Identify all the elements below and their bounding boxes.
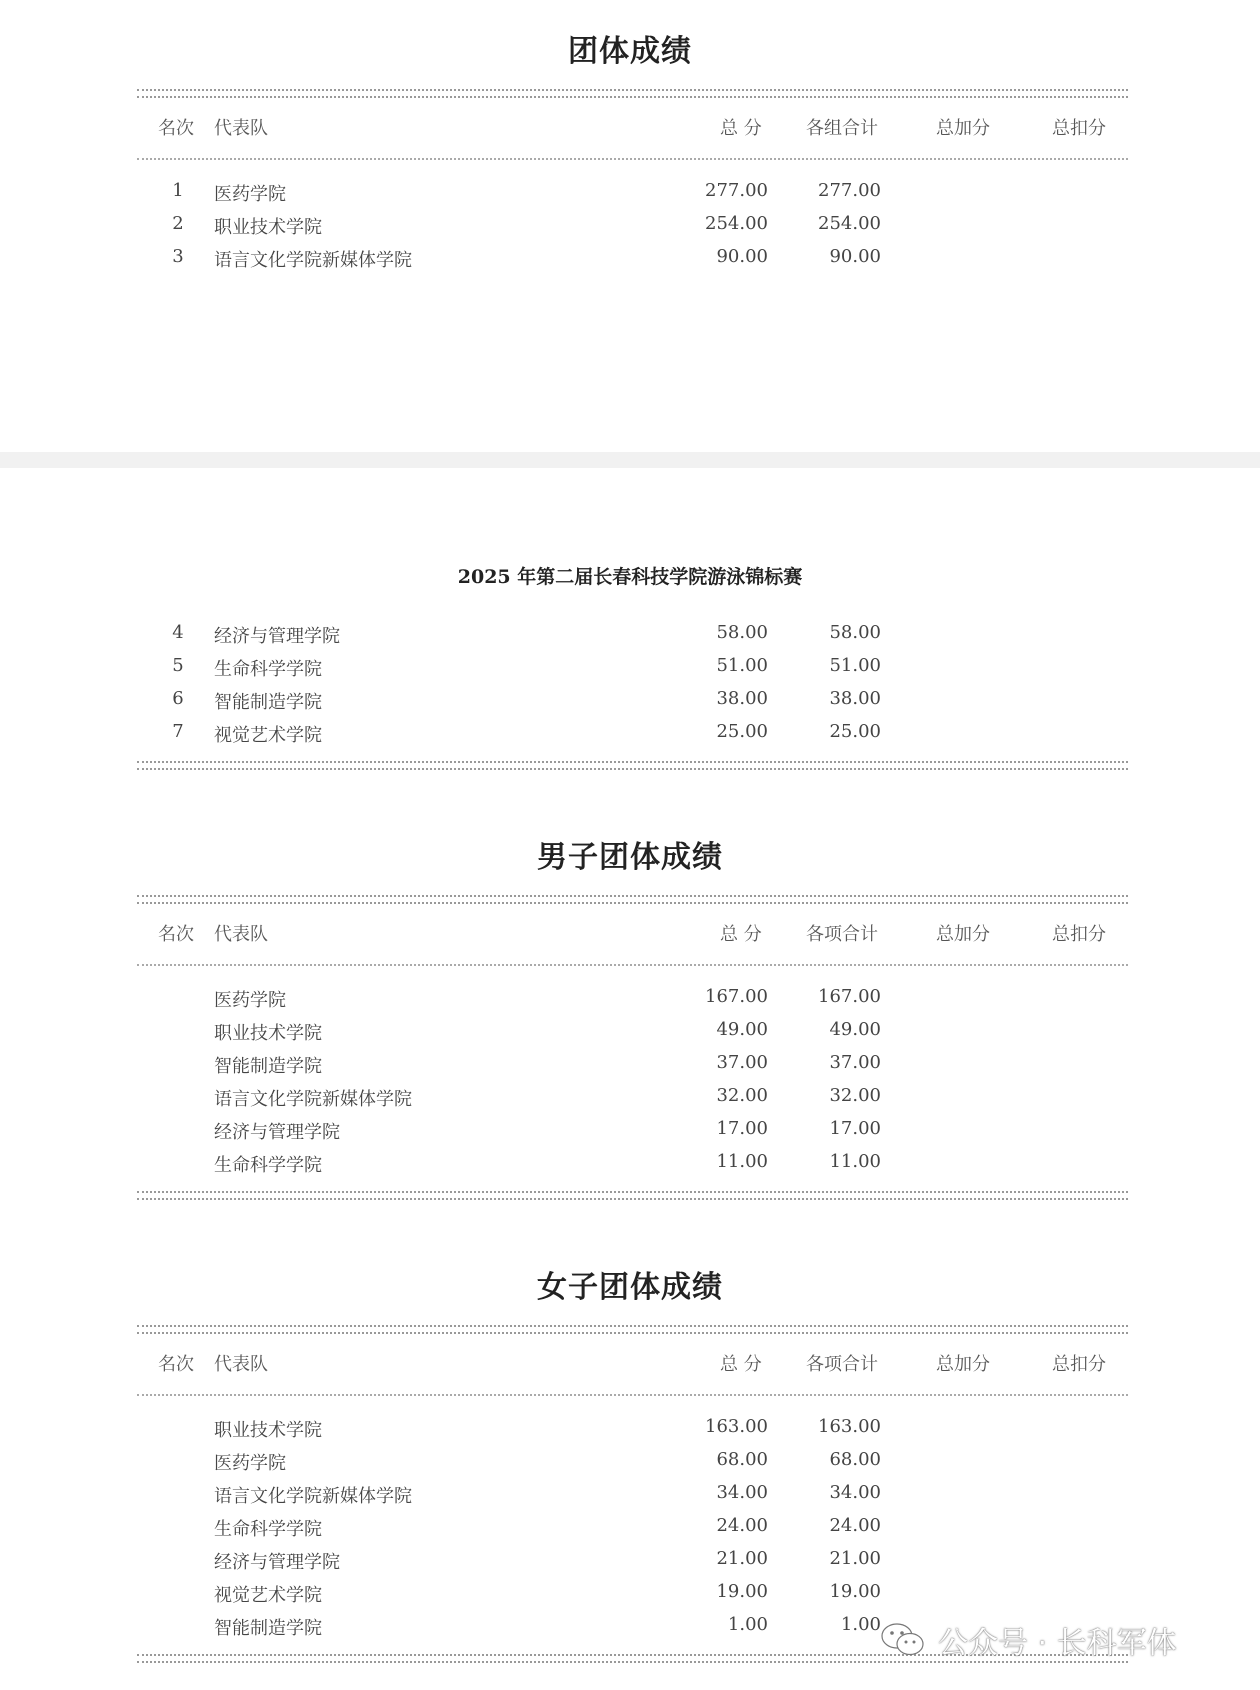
header-deduct: 总扣分 <box>1052 1354 1106 1375</box>
watermark <box>880 1620 1177 1660</box>
table-row <box>0 986 1260 1014</box>
rank-cell: 3 <box>172 246 184 267</box>
team-results-title: 团体成绩 <box>568 34 692 69</box>
table-row <box>0 180 1260 208</box>
subtotal-cell: 1.00 <box>840 1614 881 1635</box>
total-score-cell: 37.00 <box>716 1052 768 1073</box>
rank-cell: 7 <box>172 721 184 742</box>
total-score-cell: 11.00 <box>716 1151 768 1172</box>
total-score-cell: 68.00 <box>716 1449 768 1470</box>
subtotal-cell: 51.00 <box>829 655 881 676</box>
header-deduct: 总扣分 <box>1052 924 1106 945</box>
subtotal-cell: 32.00 <box>829 1085 881 1106</box>
total-score-cell: 90.00 <box>716 246 768 267</box>
total-score-cell: 24.00 <box>716 1515 768 1536</box>
team-cell: 职业技术学院 <box>214 1420 322 1441</box>
team-cell: 医药学院 <box>214 990 286 1011</box>
team-cell: 语言文化学院新媒体学院 <box>214 1089 412 1110</box>
page-break <box>0 452 1260 468</box>
subtotal-cell: 167.00 <box>818 986 881 1007</box>
men-team-results-title: 男子团体成绩 <box>537 840 723 875</box>
subtotal-cell: 17.00 <box>829 1118 881 1139</box>
header-sum: 各项合计 <box>806 924 878 945</box>
team-cell: 职业技术学院 <box>214 217 322 238</box>
total-score-cell: 17.00 <box>716 1118 768 1139</box>
double-rule <box>137 1325 1128 1334</box>
header-sum: 各项合计 <box>806 1354 878 1375</box>
team-cell: 智能制造学院 <box>214 692 322 713</box>
total-score-cell: 277.00 <box>705 180 768 201</box>
table-row <box>0 1151 1260 1179</box>
header-add: 总加分 <box>936 118 990 139</box>
team-cell: 生命科学学院 <box>214 1519 322 1540</box>
total-score-cell: 21.00 <box>716 1548 768 1569</box>
watermark-text: 公众号 · 长科军体 <box>938 1626 1177 1661</box>
rank-cell: 2 <box>172 213 184 234</box>
header-total: 总 分 <box>720 118 762 139</box>
subtotal-cell: 38.00 <box>829 688 881 709</box>
subtotal-cell: 25.00 <box>829 721 881 742</box>
total-score-cell: 1.00 <box>727 1614 768 1635</box>
team-cell: 视觉艺术学院 <box>214 1585 322 1606</box>
subtotal-cell: 277.00 <box>818 180 881 201</box>
event-header: 2025 年第二届长春科技学院游泳锦标赛 <box>457 566 803 588</box>
header-rank: 名次 <box>158 924 194 945</box>
table-header <box>0 114 1260 142</box>
double-rule <box>137 761 1128 770</box>
total-score-cell: 49.00 <box>716 1019 768 1040</box>
team-cell: 医药学院 <box>214 184 286 205</box>
table-row <box>0 1085 1260 1113</box>
double-rule <box>137 89 1128 98</box>
total-score-cell: 58.00 <box>716 622 768 643</box>
header-team: 代表队 <box>214 118 268 139</box>
table-row <box>0 213 1260 241</box>
team-cell: 生命科学学院 <box>214 1155 322 1176</box>
double-rule <box>137 1191 1128 1200</box>
table-row <box>0 1118 1260 1146</box>
subtotal-cell: 19.00 <box>829 1581 881 1602</box>
subtotal-cell: 21.00 <box>829 1548 881 1569</box>
table-row <box>0 721 1260 749</box>
total-score-cell: 254.00 <box>705 213 768 234</box>
header-rule <box>137 1394 1128 1396</box>
subtotal-cell: 254.00 <box>818 213 881 234</box>
wechat-icon <box>880 1622 926 1658</box>
team-cell: 经济与管理学院 <box>214 1122 340 1143</box>
header-rank: 名次 <box>158 1354 194 1375</box>
table-row <box>0 655 1260 683</box>
team-cell: 视觉艺术学院 <box>214 725 322 746</box>
double-rule <box>137 895 1128 904</box>
subtotal-cell: 58.00 <box>829 622 881 643</box>
header-deduct: 总扣分 <box>1052 118 1106 139</box>
team-cell: 语言文化学院新媒体学院 <box>214 250 412 271</box>
table-row <box>0 1416 1260 1444</box>
subtotal-cell: 90.00 <box>829 246 881 267</box>
subtotal-cell: 163.00 <box>818 1416 881 1437</box>
team-cell: 经济与管理学院 <box>214 1552 340 1573</box>
table-row <box>0 1581 1260 1609</box>
total-score-cell: 34.00 <box>716 1482 768 1503</box>
header-team: 代表队 <box>214 924 268 945</box>
rank-cell: 4 <box>172 622 184 643</box>
team-cell: 智能制造学院 <box>214 1056 322 1077</box>
table-row <box>0 1052 1260 1080</box>
header-total: 总 分 <box>720 924 762 945</box>
total-score-cell: 19.00 <box>716 1581 768 1602</box>
table-row <box>0 246 1260 274</box>
subtotal-cell: 34.00 <box>829 1482 881 1503</box>
rank-cell: 6 <box>172 688 184 709</box>
table-row <box>0 688 1260 716</box>
table-header <box>0 920 1260 948</box>
header-sum: 各组合计 <box>806 118 878 139</box>
total-score-cell: 167.00 <box>705 986 768 1007</box>
header-total: 总 分 <box>720 1354 762 1375</box>
women-team-results-title: 女子团体成绩 <box>537 1270 723 1305</box>
header-add: 总加分 <box>936 924 990 945</box>
header-team: 代表队 <box>214 1354 268 1375</box>
subtotal-cell: 24.00 <box>829 1515 881 1536</box>
total-score-cell: 51.00 <box>716 655 768 676</box>
subtotal-cell: 11.00 <box>829 1151 881 1172</box>
subtotal-cell: 49.00 <box>829 1019 881 1040</box>
header-add: 总加分 <box>936 1354 990 1375</box>
team-cell: 职业技术学院 <box>214 1023 322 1044</box>
team-cell: 智能制造学院 <box>214 1618 322 1639</box>
header-rank: 名次 <box>158 118 194 139</box>
header-rule <box>137 158 1128 160</box>
total-score-cell: 163.00 <box>705 1416 768 1437</box>
table-row <box>0 1449 1260 1477</box>
total-score-cell: 25.00 <box>716 721 768 742</box>
rank-cell: 5 <box>172 655 184 676</box>
team-cell: 语言文化学院新媒体学院 <box>214 1486 412 1507</box>
subtotal-cell: 68.00 <box>829 1449 881 1470</box>
table-header <box>0 1350 1260 1378</box>
table-row <box>0 622 1260 650</box>
table-row <box>0 1482 1260 1510</box>
team-cell: 医药学院 <box>214 1453 286 1474</box>
team-cell: 经济与管理学院 <box>214 626 340 647</box>
team-cell: 生命科学学院 <box>214 659 322 680</box>
table-row <box>0 1019 1260 1047</box>
table-row <box>0 1548 1260 1576</box>
total-score-cell: 32.00 <box>716 1085 768 1106</box>
total-score-cell: 38.00 <box>716 688 768 709</box>
table-row <box>0 1515 1260 1543</box>
header-rule <box>137 964 1128 966</box>
rank-cell: 1 <box>172 180 184 201</box>
subtotal-cell: 37.00 <box>829 1052 881 1073</box>
